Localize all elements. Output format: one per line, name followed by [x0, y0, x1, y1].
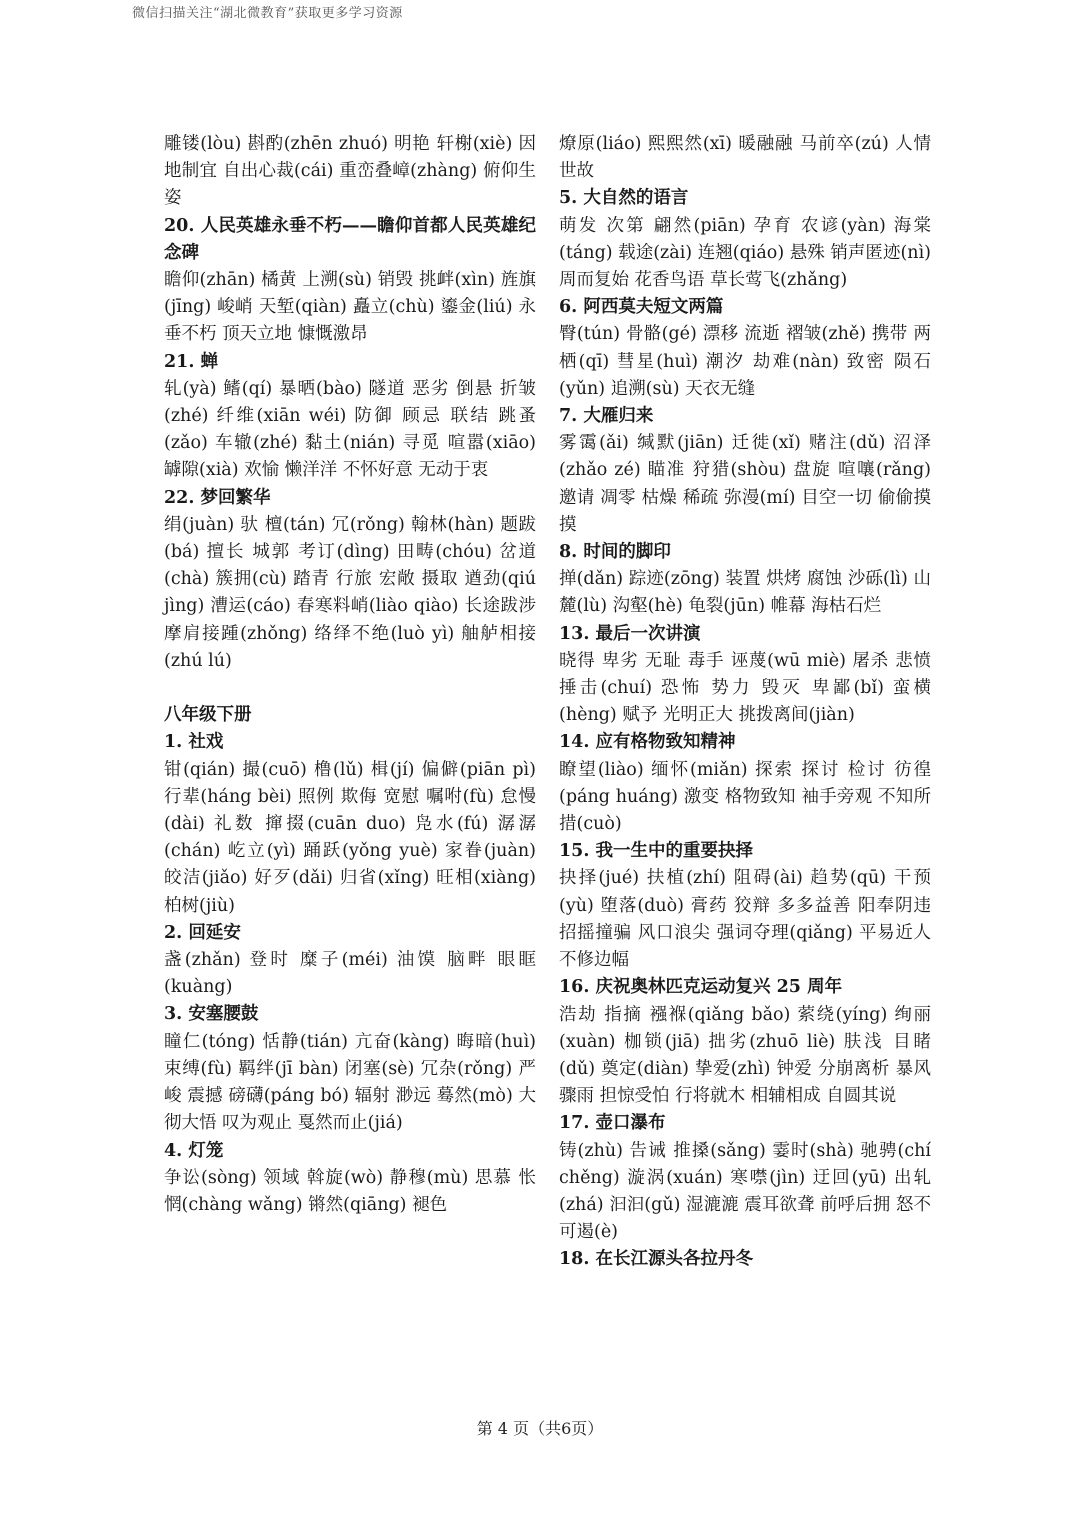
- section-heading: 2. 回延安: [164, 922, 241, 943]
- watermark-header: 微信扫描关注“湖北微教育”获取更多学习资源: [132, 6, 403, 21]
- section-heading: 7. 大雁归来: [559, 406, 654, 427]
- section-heading: 6. 阿西莫夫短文两篇: [559, 297, 724, 318]
- vocabulary-paragraph: 钳(qián) 撮(cuō) 橹(lǔ) 楫(jí) 偏僻(piān pì) 行辈(háng bèi) 照例 欺侮 宽慰 嘱咐(fù) 怠慢(dài) 礼数 撺掇(cuān duo) 凫水(fú) 潺潺(chán) 屹立(yì) 踊跃(yǒng yuè) 家眷(juàn) 皎洁(jiǎo) 好歹(dǎi) 归省(xǐng) 旺相(xiàng) 柏树(jiù): [164, 759, 536, 916]
- section-heading: 8. 时间的脚印: [559, 542, 671, 563]
- vocabulary-paragraph: 臀(tún) 骨骼(gé) 漂移 流逝 褶皱(zhě) 携带 两栖(qī) 彗星(huì) 潮汐 劫难(nàn) 致密 陨石(yǔn) 追溯(sù) 天衣无缝: [559, 324, 931, 399]
- vocabulary-paragraph: 瞭望(liào) 缅怀(miǎn) 探索 探讨 检讨 彷徨(páng huáng) 激变 格物致知 袖手旁观 不知所措(cuò): [559, 759, 931, 835]
- vocabulary-paragraph: 争讼(sòng) 领域 斡旋(wò) 静穆(mù) 思慕 怅惘(chàng wǎng) 锵然(qiāng) 褪色: [164, 1167, 536, 1215]
- section-heading: 13. 最后一次讲演: [559, 623, 701, 644]
- vocabulary-paragraph: 浩劫 指摘 襁褓(qiǎng bǎo) 萦绕(yíng) 绚丽(xuàn) 枷锁(jiā) 拙劣(zhuō liè) 肤浅 目睹(dǔ) 奠定(diàn) 挚爱(zhì) 钟爱 分崩离析 暴风骤雨 担惊受怕 行将就木 相辅相成 自圆其说: [559, 1004, 931, 1107]
- section-heading: 3. 安塞腰鼓: [164, 1004, 259, 1025]
- page-number: 第 4 页（共6页）: [476, 1419, 604, 1438]
- vocabulary-paragraph: 雾霭(ǎi) 缄默(jiān) 迁徙(xǐ) 赌注(dǔ) 沼泽(zhǎo zé) 瞄准 狩猎(shòu) 盘旋 喧嚷(rǎng) 邀请 凋零 枯燥 稀疏 弥漫(mí) 目空一切 偷偷摸摸: [559, 433, 931, 535]
- vocabulary-paragraph: 萌发 次第 翩然(piān) 孕育 农谚(yàn) 海棠(táng) 载途(zài) 连翘(qiáo) 悬殊 销声匿迹(nì) 周而复始 花香鸟语 草长莺飞(zhǎng): [559, 215, 931, 291]
- vocabulary-paragraph: 掸(dǎn) 踪迹(zōng) 装置 烘烤 腐蚀 沙砾(lì) 山麓(lù) 沟壑(hè) 龟裂(jūn) 帷幕 海枯石烂: [559, 569, 931, 617]
- section-heading: 17. 壶口瀑布: [559, 1113, 666, 1134]
- section-heading: 八年级下册: [164, 705, 252, 726]
- left-column: [164, 131, 536, 1219]
- section-heading: 15. 我一生中的重要抉择: [559, 841, 754, 862]
- section-heading: 18. 在长江源头各拉丹冬: [559, 1249, 754, 1270]
- vocabulary-paragraph: 抉择(jué) 扶植(zhí) 阻碍(ài) 趋势(qū) 干预(yù) 堕落(duò) 膏药 狡辩 多多益善 阳奉阴违 招摇撞骗 风口浪尖 强词夺理(qiǎng) 平易近人 不修边幅: [559, 868, 931, 971]
- vocabulary-paragraph: 轧(yà) 鳍(qí) 暴晒(bào) 隧道 恶劣 倒悬 折皱(zhé) 纤维(xiān wéi) 防御 顾忌 联结 跳蚤(zǎo) 车辙(zhé) 黏土(nián) 寻觅 喧嚣(xiāo) 罅隙(xià) 欢愉 懒洋洋 不怀好意 无动于衷: [164, 378, 536, 481]
- vocabulary-paragraph: 晓得 卑劣 无耻 毒手 诬蔑(wū miè) 屠杀 悲愤 捶击(chuí) 恐怖 势力 毁灭 卑鄙(bǐ) 蛮横(hèng) 赋予 光明正大 挑拨离间(jiàn): [559, 650, 931, 726]
- section-heading: 16. 庆祝奥林匹克运动复兴 25 周年: [559, 977, 843, 998]
- vocabulary-paragraph: 瞻仰(zhān) 橘黄 上溯(sù) 销毁 挑衅(xìn) 旌旗(jīng) 峻峭 天堑(qiàn) 矗立(chù) 鎏金(liú) 永垂不朽 顶天立地 慷慨激昂: [164, 270, 536, 345]
- vocabulary-paragraph: 瞳仁(tóng) 恬静(tián) 亢奋(kàng) 晦暗(huì) 束缚(fù) 羁绊(jī bàn) 闭塞(sè) 冗杂(rǒng) 严峻 震撼 磅礴(páng bó) 辐射 渺远 蓦然(mò) 大彻大悟 叹为观止 戛然而止(jiá): [164, 1031, 536, 1134]
- vocabulary-paragraph: 雕镂(lòu) 斟酌(zhēn zhuó) 明艳 轩榭(xiè) 因地制宜 自出心裁(cái) 重峦叠嶂(zhàng) 俯仰生姿: [164, 134, 536, 209]
- section-heading: 1. 社戏: [164, 732, 224, 753]
- vocabulary-paragraph: 绢(juàn) 驮 檀(tán) 冗(rǒng) 翰林(hàn) 题跋(bá) 擅长 城郭 考订(dìng) 田畴(chóu) 岔道(chà) 簇拥(cù) 踏青 行旅 宏敞 摄取 遒劲(qiú jìng) 漕运(cáo) 春寒料峭(liào qiào) 长途跋涉 摩肩接踵(zhǒng) 络绎不绝(luò yì) 舳舻相接(zhú lú): [164, 514, 536, 671]
- right-column: [559, 131, 931, 1274]
- section-heading: 4. 灯笼: [164, 1140, 224, 1161]
- section-heading: 5. 大自然的语言: [559, 188, 689, 209]
- section-heading: 22. 梦回繁华: [164, 487, 271, 508]
- vocabulary-paragraph: 铸(zhù) 告诫 推搡(sǎng) 霎时(shà) 驰骋(chí chěng) 漩涡(xuán) 寒噤(jìn) 迂回(yū) 出轧(zhá) 汩汩(gǔ) 湿漉漉 震耳欲聋 前呼后拥 怒不可遏(è): [559, 1140, 931, 1243]
- section-heading: 20. 人民英雄永垂不朽——瞻仰首都人民英雄纪念碑: [164, 215, 536, 263]
- section-heading: 21. 蝉: [164, 351, 219, 372]
- section-heading: 14. 应有格物致知精神: [559, 732, 736, 753]
- vocabulary-paragraph: 盏(zhǎn) 登时 糜子(méi) 油馍 脑畔 眼眶(kuàng): [164, 950, 536, 998]
- spacer: [164, 675, 536, 702]
- vocabulary-paragraph: 燎原(liáo) 熙熙然(xī) 暖融融 马前卒(zú) 人情世故: [559, 134, 931, 182]
